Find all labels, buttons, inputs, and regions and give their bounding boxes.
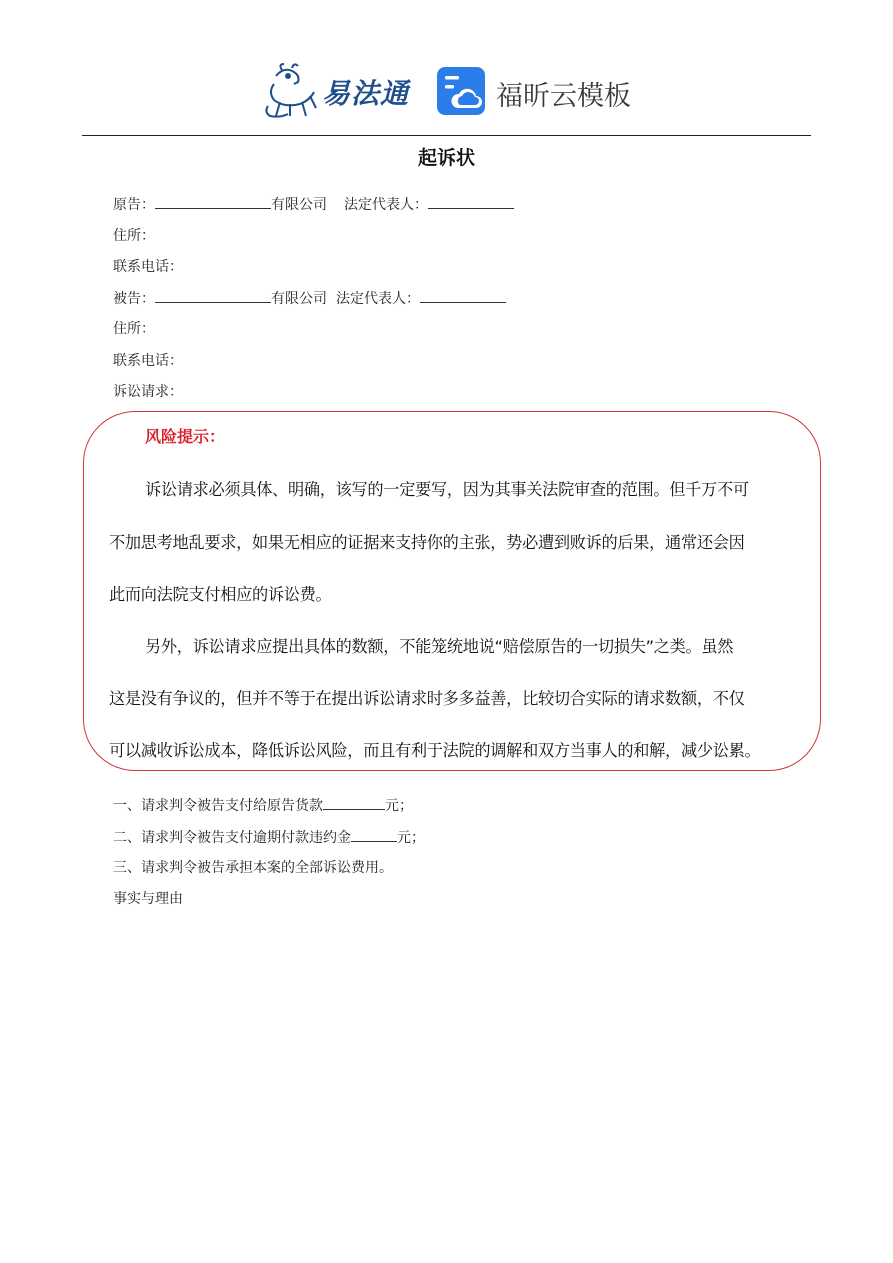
foxit-logo-text: 福昕云模板 bbox=[496, 81, 631, 112]
defendant-company-suffix: 有限公司 bbox=[271, 291, 327, 307]
claim-1-unit: 元； bbox=[385, 798, 413, 814]
defendant-phone: 联系电话： bbox=[113, 353, 183, 369]
claim-2-text: 二、请求判令被告支付逾期付款违约金 bbox=[113, 830, 351, 846]
plaintiff-line bbox=[113, 193, 514, 214]
risk-tip-line: 另外，诉讼请求应提出具体的数额，不能笼统地说“赔偿原告的一切损失”之类。虽然 bbox=[145, 637, 734, 656]
claims-label: 诉讼请求： bbox=[113, 384, 183, 400]
defendant-rep-blank bbox=[420, 287, 506, 303]
plaintiff-phone: 联系电话： bbox=[113, 259, 183, 275]
risk-tip-line: 不加思考地乱要求，如果无相应的证据来支持你的主张，势必遭到败诉的后果，通常还会因 bbox=[109, 533, 745, 552]
qilin-logo-icon bbox=[262, 62, 324, 120]
claim-2-amount-blank bbox=[351, 826, 397, 842]
claim-2-unit: 元； bbox=[397, 830, 425, 846]
risk-tip-line: 诉讼请求必须具体、明确，该写的一定要写，因为其事关法院审查的范围。但千万不可 bbox=[145, 480, 749, 499]
page-header bbox=[0, 56, 893, 126]
yifatong-logo bbox=[262, 62, 412, 120]
claim-1-text: 一、请求判令被告支付给原告货款 bbox=[113, 798, 323, 814]
claim-item-1 bbox=[113, 794, 413, 815]
header-divider bbox=[82, 135, 811, 136]
claim-item-3: 三、请求判令被告承担本案的全部诉讼费用。 bbox=[113, 860, 393, 876]
defendant-name-blank bbox=[155, 287, 271, 303]
foxit-logo bbox=[436, 64, 636, 120]
risk-tip-line: 这是没有争议的，但并不等于在提出诉讼请求时多多益善，比较切合实际的请求数额，不仅 bbox=[109, 689, 745, 708]
yifatong-logo-text: 易法通 bbox=[322, 77, 410, 110]
defendant-label: 被告： bbox=[113, 291, 155, 307]
plaintiff-address: 住所： bbox=[113, 228, 155, 244]
risk-tip-line: 可以减收诉讼成本，降低诉讼风险，而且有利于法院的调解和双方当事人的和解，减少讼累。 bbox=[109, 741, 761, 760]
risk-tip-title: 风险提示： bbox=[145, 427, 226, 446]
plaintiff-name-blank bbox=[155, 193, 271, 209]
plaintiff-rep-label: 法定代表人： bbox=[344, 197, 428, 213]
claim-1-amount-blank bbox=[323, 794, 385, 810]
defendant-rep-label: 法定代表人： bbox=[336, 291, 420, 307]
claim-item-2 bbox=[113, 826, 425, 847]
plaintiff-label: 原告： bbox=[113, 197, 155, 213]
foxit-cloud-icon bbox=[436, 66, 486, 116]
plaintiff-rep-blank bbox=[428, 193, 514, 209]
plaintiff-company-suffix: 有限公司 bbox=[271, 197, 327, 213]
document-title: 起诉状 bbox=[417, 147, 475, 169]
risk-tip-line: 此而向法院支付相应的诉讼费。 bbox=[109, 585, 332, 604]
defendant-address: 住所： bbox=[113, 321, 155, 337]
defendant-line bbox=[113, 287, 506, 308]
facts-and-reasons-label: 事实与理由 bbox=[113, 891, 183, 907]
